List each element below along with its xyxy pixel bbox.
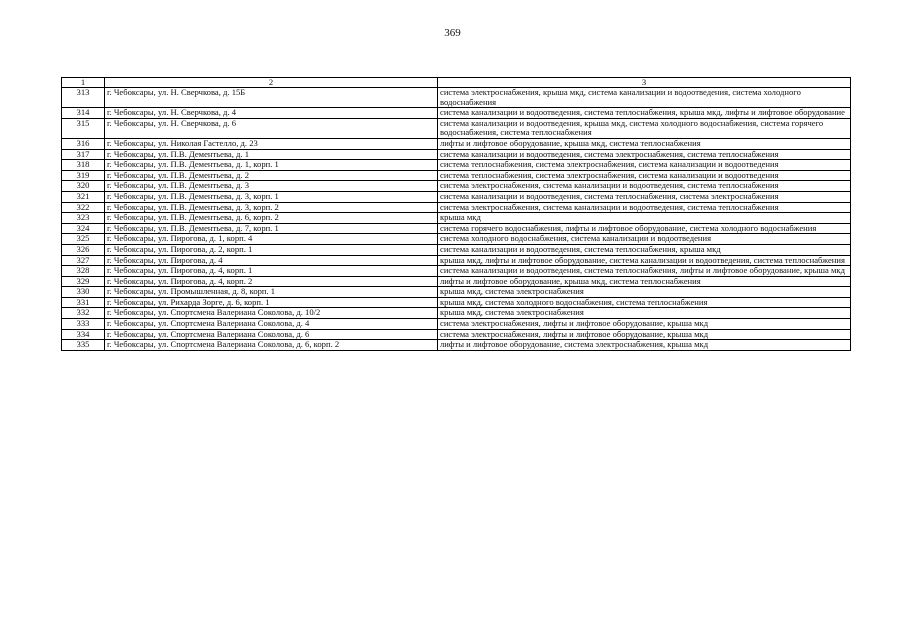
table-row <box>62 308 851 319</box>
table-row <box>62 276 851 287</box>
row-systems: система горячего водоснабжения, лифты и лифтовое оборудование, система холодного водоснабжения <box>438 223 851 234</box>
row-systems: система электроснабжения, система канализации и водоотведения, система теплоснабжения <box>438 202 851 213</box>
row-address: г. Чебоксары, ул. П.В. Дементьева, д. 3, корп. 1 <box>105 191 438 202</box>
row-address: г. Чебоксары, ул. Пирогова, д. 1, корп. 4 <box>105 234 438 245</box>
row-number: 331 <box>62 297 105 308</box>
row-systems: система холодного водоснабжения, система канализации и водоотведения <box>438 234 851 245</box>
row-address: г. Чебоксары, ул. П.В. Дементьева, д. 7, корп. 1 <box>105 223 438 234</box>
table-row <box>62 297 851 308</box>
row-address: г. Чебоксары, ул. Н. Сверчкова, д. 4 <box>105 108 438 119</box>
row-address: г. Чебоксары, ул. П.В. Дементьева, д. 1, корп. 1 <box>105 160 438 171</box>
row-systems: крыша мкд, система холодного водоснабжения, система теплоснабжения <box>438 297 851 308</box>
row-address: г. Чебоксары, ул. Спортсмена Валериана Соколова, д. 10/2 <box>105 308 438 319</box>
row-number: 313 <box>62 88 105 108</box>
row-address: г. Чебоксары, ул. Пирогова, д. 4, корп. 1 <box>105 266 438 277</box>
table-row <box>62 160 851 171</box>
row-address: г. Чебоксары, ул. Пирогова, д. 4 <box>105 255 438 266</box>
header-col-1: 1 <box>62 78 105 88</box>
row-systems: система канализации и водоотведения, система теплоснабжения, крыша мкд <box>438 244 851 255</box>
row-number: 319 <box>62 170 105 181</box>
table-row <box>62 255 851 266</box>
table-row <box>62 118 851 138</box>
row-systems: лифты и лифтовое оборудование, система электроснабжения, крыша мкд <box>438 340 851 351</box>
table-body <box>62 88 851 351</box>
table-row <box>62 88 851 108</box>
row-systems: система канализации и водоотведения, система теплоснабжения, крыша мкд, лифты и лифтовое оборудование <box>438 108 851 119</box>
table-row <box>62 138 851 149</box>
row-number: 314 <box>62 108 105 119</box>
table-row <box>62 329 851 340</box>
row-number: 325 <box>62 234 105 245</box>
row-systems: система теплоснабжения, система электроснабжения, система канализации и водоотведения <box>438 160 851 171</box>
row-number: 334 <box>62 329 105 340</box>
row-address: г. Чебоксары, ул. Рихарда Зорге, д. 6, корп. 1 <box>105 297 438 308</box>
row-address: г. Чебоксары, ул. П.В. Дементьева, д. 6, корп. 2 <box>105 213 438 224</box>
row-address: г. Чебоксары, ул. П.В. Дементьева, д. 1 <box>105 149 438 160</box>
table-row <box>62 181 851 192</box>
row-number: 335 <box>62 340 105 351</box>
row-systems: система канализации и водоотведения, система теплоснабжения, система электроснабжения <box>438 191 851 202</box>
row-systems: система канализации и водоотведения, система теплоснабжения, лифты и лифтовое оборудование, крыша мкд <box>438 266 851 277</box>
header-col-2: 2 <box>105 78 438 88</box>
table-header <box>62 78 851 88</box>
row-address: г. Чебоксары, ул. Спортсмена Валериана Соколова, д. 4 <box>105 319 438 330</box>
row-systems: крыша мкд, система электроснабжения <box>438 308 851 319</box>
table-row <box>62 170 851 181</box>
header-row <box>62 78 851 88</box>
row-systems: лифты и лифтовое оборудование, крыша мкд, система теплоснабжения <box>438 276 851 287</box>
row-number: 321 <box>62 191 105 202</box>
row-systems: система канализации и водоотведения, система электроснабжения, система теплоснабжения <box>438 149 851 160</box>
row-number: 323 <box>62 213 105 224</box>
table-row <box>62 108 851 119</box>
table-row <box>62 234 851 245</box>
row-number: 318 <box>62 160 105 171</box>
row-number: 324 <box>62 223 105 234</box>
row-number: 326 <box>62 244 105 255</box>
row-number: 316 <box>62 138 105 149</box>
row-systems: лифты и лифтовое оборудование, крыша мкд, система теплоснабжения <box>438 138 851 149</box>
row-number: 317 <box>62 149 105 160</box>
row-systems: система электроснабжения, крыша мкд, система канализации и водоотведения, система холодного водоснабжения <box>438 88 851 108</box>
table-row <box>62 202 851 213</box>
row-number: 328 <box>62 266 105 277</box>
row-number: 327 <box>62 255 105 266</box>
row-systems: система канализации и водоотведения, крыша мкд, система холодного водоснабжения, система горячего водоснабжения, система теплоснабжения <box>438 118 851 138</box>
row-systems: система теплоснабжения, система электроснабжения, система канализации и водоотведения <box>438 170 851 181</box>
row-systems: система электроснабжения, лифты и лифтовое оборудование, крыша мкд <box>438 319 851 330</box>
row-systems: крыша мкд, лифты и лифтовое оборудование, система канализации и водоотведения, система теплоснабжения <box>438 255 851 266</box>
registry-table <box>61 77 851 351</box>
page-number: 369 <box>444 27 461 39</box>
row-systems: система электроснабжения, система канализации и водоотведения, система теплоснабжения <box>438 181 851 192</box>
row-number: 333 <box>62 319 105 330</box>
table-row <box>62 287 851 298</box>
row-address: г. Чебоксары, ул. Промышленная, д. 8, корп. 1 <box>105 287 438 298</box>
table-row <box>62 213 851 224</box>
row-systems: система электроснабжения, лифты и лифтовое оборудование, крыша мкд <box>438 329 851 340</box>
row-number: 322 <box>62 202 105 213</box>
table-row <box>62 149 851 160</box>
row-systems: крыша мкд, система электроснабжения <box>438 287 851 298</box>
row-address: г. Чебоксары, ул. Н. Сверчкова, д. 6 <box>105 118 438 138</box>
row-number: 315 <box>62 118 105 138</box>
row-number: 332 <box>62 308 105 319</box>
row-number: 329 <box>62 276 105 287</box>
row-address: г. Чебоксары, ул. П.В. Дементьева, д. 2 <box>105 170 438 181</box>
table-row <box>62 266 851 277</box>
row-systems: крыша мкд <box>438 213 851 224</box>
table-row <box>62 340 851 351</box>
row-address: г. Чебоксары, ул. Спортсмена Валериана Соколова, д. 6 <box>105 329 438 340</box>
table-row <box>62 191 851 202</box>
row-address: г. Чебоксары, ул. Н. Сверчкова, д. 15Б <box>105 88 438 108</box>
row-number: 320 <box>62 181 105 192</box>
row-address: г. Чебоксары, ул. Пирогова, д. 4, корп. 2 <box>105 276 438 287</box>
row-address: г. Чебоксары, ул. П.В. Дементьева, д. 3 <box>105 181 438 192</box>
row-address: г. Чебоксары, ул. Спортсмена Валериана Соколова, д. 6, корп. 2 <box>105 340 438 351</box>
row-number: 330 <box>62 287 105 298</box>
row-address: г. Чебоксары, ул. Николая Гастелло, д. 23 <box>105 138 438 149</box>
table-row <box>62 244 851 255</box>
table-row <box>62 319 851 330</box>
header-col-3: 3 <box>438 78 851 88</box>
row-address: г. Чебоксары, ул. П.В. Дементьева, д. 3, корп. 2 <box>105 202 438 213</box>
table-row <box>62 223 851 234</box>
row-address: г. Чебоксары, ул. Пирогова, д. 2, корп. 1 <box>105 244 438 255</box>
